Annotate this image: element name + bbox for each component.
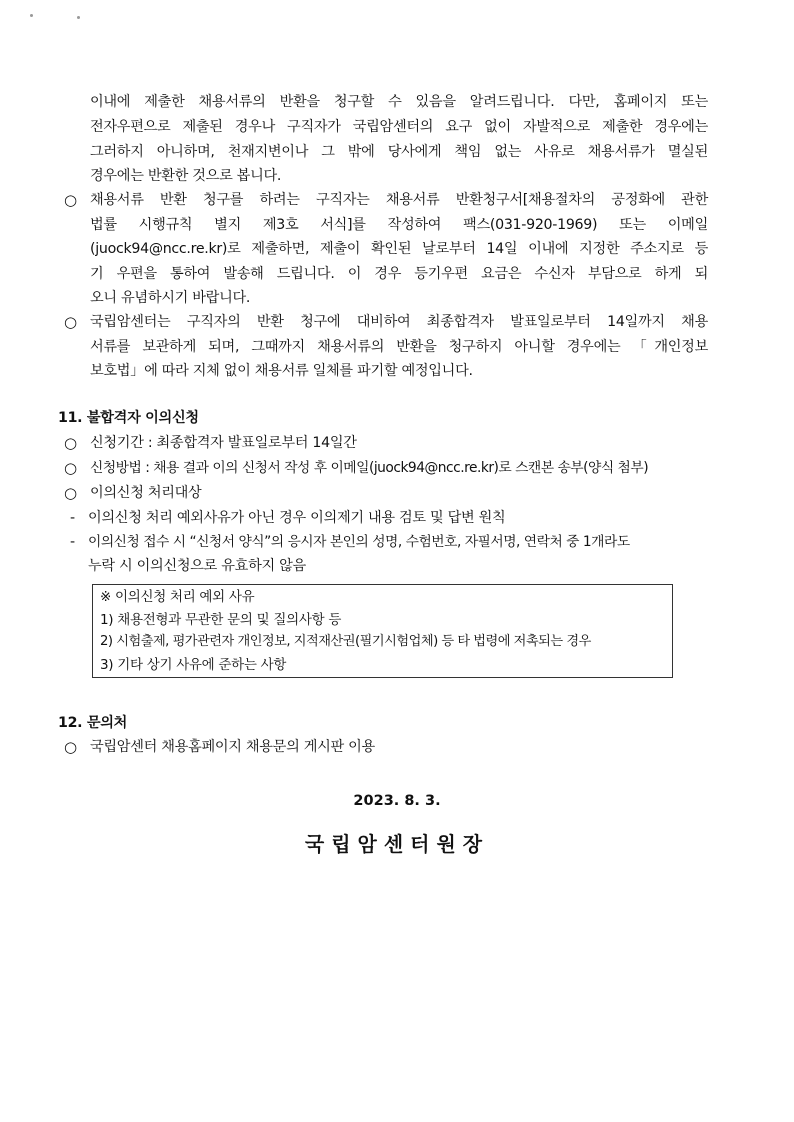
return-item-line: 채용서류 반환 청구를 하려는 구직자는 채용서류 반환청구서[채용절차의 공정화에 관한 bbox=[90, 192, 708, 208]
dash-bullet: - bbox=[70, 510, 75, 526]
circle-bullet: ○ bbox=[64, 738, 78, 756]
dash-bullet: - bbox=[70, 534, 75, 550]
section-11-title: 11. 불합격자 이의신청 bbox=[58, 410, 199, 426]
note-box-item: 3) 기타 상기 사유에 준하는 사항 bbox=[100, 657, 287, 673]
dash-item-line: 누락 시 이의신청으로 유효하지 않음 bbox=[88, 558, 306, 574]
circle-bullet: ○ bbox=[64, 313, 78, 331]
intro-line: 이내에 제출한 채용서류의 반환을 청구할 수 있음을 알려드립니다. 다만, 홈페이지 또는 bbox=[90, 94, 708, 110]
circle-bullet: ○ bbox=[64, 484, 78, 502]
circle-bullet: ○ bbox=[64, 459, 78, 477]
scan-speck bbox=[77, 16, 80, 19]
return-item-line: 국립암센터는 구직자의 반환 청구에 대비하여 최종합격자 발표일로부터 14일까지 채용 bbox=[90, 314, 708, 330]
document-date: 2023. 8. 3. bbox=[353, 793, 441, 809]
section-11-item: 신청기간 : 최종합격자 발표일로부터 14일간 bbox=[90, 435, 357, 451]
scan-speck bbox=[30, 14, 33, 17]
return-item-line: 오니 유념하시기 바랍니다. bbox=[90, 290, 251, 306]
dash-item-line: 이의신청 처리 예외사유가 아닌 경우 이의제기 내용 검토 및 답변 원칙 bbox=[88, 510, 506, 526]
intro-line: 경우에는 반환한 것으로 봅니다. bbox=[90, 168, 282, 184]
note-box-item: 2) 시험출제, 평가관련자 개인정보, 지적재산권(필기시험업체) 등 타 법령에 저촉되는 경우 bbox=[100, 634, 591, 649]
section-11-item: 이의신청 처리대상 bbox=[90, 485, 202, 501]
dash-item-line: 이의신청 접수 시 “신청서 양식”의 응시자 본인의 성명, 수험번호, 자필서명, 연락처 중 1개라도 bbox=[88, 534, 630, 550]
note-box-title: ※ 이의신청 처리 예외 사유 bbox=[100, 589, 255, 605]
note-box-item: 1) 채용전형과 무관한 문의 및 질의사항 등 bbox=[100, 612, 342, 628]
return-item-line: 법률 시행규칙 별지 제3호 서식]를 작성하여 팩스(031-920-1969) 또는 이메일 bbox=[90, 217, 708, 233]
return-item-line: 서류를 보관하게 되며, 그때까지 채용서류의 반환을 청구하지 아니할 경우에는 「개인정보 bbox=[90, 339, 708, 355]
return-item-line: 기 우편을 통하여 발송해 드립니다. 이 경우 등기우편 요금은 수신자 부담으로 하게 되 bbox=[90, 266, 708, 282]
intro-line: 전자우편으로 제출된 경우나 구직자가 국립암센터의 요구 없이 자발적으로 제출한 경우에는 bbox=[90, 119, 708, 135]
circle-bullet: ○ bbox=[64, 191, 78, 209]
circle-bullet: ○ bbox=[64, 434, 78, 452]
intro-line: 그러하지 아니하며, 천재지변이나 그 밖에 당사에게 책임 없는 사유로 채용서류가 멸실된 bbox=[90, 144, 708, 160]
section-11-item: 신청방법 : 채용 결과 이의 신청서 작성 후 이메일(juock94@ncc.re.kr)로 스캔본 송부(양식 첨부) bbox=[90, 460, 649, 476]
return-item-line: 보호법」에 따라 지체 없이 채용서류 일체를 파기할 예정입니다. bbox=[90, 363, 473, 379]
issuer-signature: 국립암센터원장 bbox=[304, 832, 490, 856]
section-12-item: 국립암센터 채용홈페이지 채용문의 게시판 이용 bbox=[90, 739, 375, 755]
return-item-line: (juock94@ncc.re.kr)로 제출하면, 제출이 확인된 날로부터 14일 이내에 지정한 주소지로 등 bbox=[90, 241, 708, 257]
section-12-title: 12. 문의처 bbox=[58, 715, 128, 731]
